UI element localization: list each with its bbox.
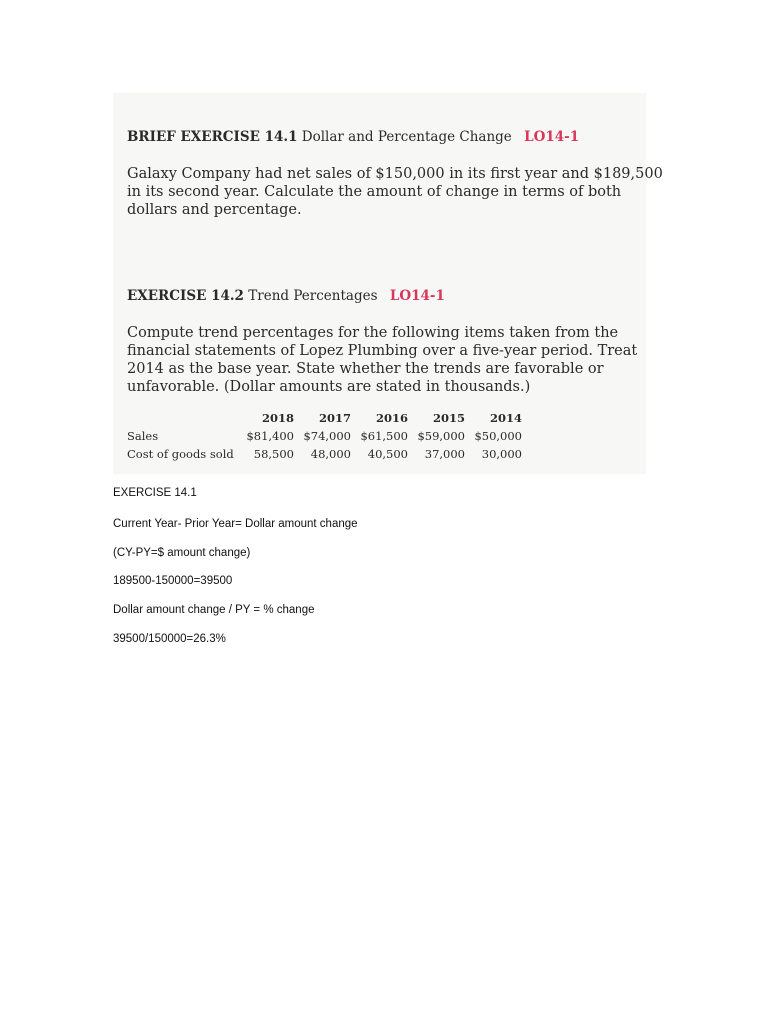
prompt-line: financial statements of Lopez Plumbing over a five-year period. Treat — [127, 343, 638, 359]
table-cell: 30,000 — [481, 447, 522, 461]
table-cell: 58,500 — [253, 447, 294, 461]
exercise-14-1-subtitle: Dollar and Percentage Change — [301, 129, 512, 145]
table-cell: $74,000 — [303, 429, 351, 443]
row-label: Cost of goods sold — [127, 447, 234, 461]
answer-line: Dollar amount change / PY = % change — [113, 604, 315, 616]
textbook-scan-image — [113, 93, 663, 474]
table-cell: 37,000 — [424, 447, 465, 461]
prompt-line: in its second year. Calculate the amount of change in terms of both — [127, 184, 622, 200]
exercise-14-1-title: BRIEF EXERCISE 14.1 — [127, 129, 298, 145]
answer-heading: EXERCISE 14.1 — [113, 487, 197, 499]
answer-line: Current Year- Prior Year= Dollar amount change — [113, 518, 358, 530]
exercise-14-2-subtitle: Trend Percentages — [248, 288, 378, 304]
exercise-14-2-learning-objective: LO14-1 — [389, 288, 445, 304]
answer-line: 39500/150000=26.3% — [113, 633, 226, 645]
prompt-line: dollars and percentage. — [127, 202, 302, 218]
exercise-14-1-prompt — [127, 165, 663, 219]
year-header: 2015 — [432, 411, 465, 425]
table-cell: $50,000 — [474, 429, 522, 443]
exercise-14-2-heading — [127, 288, 445, 304]
prompt-line: unfavorable. (Dollar amounts are stated in thousands.) — [127, 379, 531, 395]
answer-line: 189500-150000=39500 — [113, 575, 233, 587]
table-cell: $61,500 — [360, 429, 408, 443]
answer-line: (CY-PY=$ amount change) — [113, 547, 251, 559]
table-cell: $59,000 — [417, 429, 465, 443]
table-cell: 40,500 — [367, 447, 408, 461]
prompt-line: Compute trend percentages for the following items taken from the — [127, 325, 619, 341]
prompt-line: Galaxy Company had net sales of $150,000 in its first year and $189,500 — [127, 166, 663, 182]
exercise-14-2-prompt — [127, 324, 638, 396]
year-header: 2017 — [318, 411, 351, 425]
year-header: 2014 — [489, 411, 522, 425]
table-cell: 48,000 — [310, 447, 351, 461]
row-label: Sales — [127, 429, 159, 443]
prompt-line: 2014 as the base year. State whether the trends are favorable or — [127, 361, 604, 377]
year-header: 2016 — [375, 411, 408, 425]
exercise-14-1-heading — [127, 129, 579, 145]
year-header: 2018 — [261, 411, 294, 425]
table-cell: $81,400 — [246, 429, 294, 443]
exercise-14-2-title: EXERCISE 14.2 — [127, 288, 244, 304]
exercise-14-1-learning-objective: LO14-1 — [524, 129, 580, 145]
